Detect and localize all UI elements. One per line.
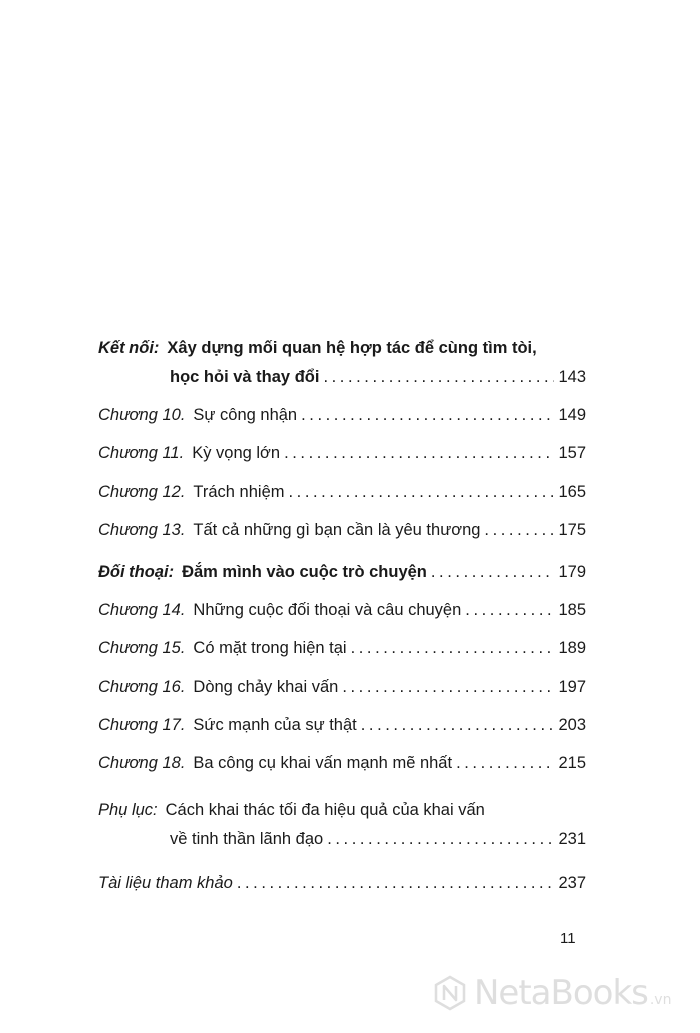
section-title-line1: Cách khai thác tối đa hiệu quả của khai vấn bbox=[165, 801, 485, 819]
chapter-label: Chương 14. bbox=[98, 601, 186, 619]
chapter-title: Ba công cụ khai vấn mạnh mẽ nhất bbox=[193, 754, 453, 772]
section-title-line1: Xây dựng mối quan hệ hợp tác để cùng tìm tòi, bbox=[167, 339, 537, 357]
leader-dots bbox=[342, 674, 554, 700]
section-label: Kết nối: bbox=[98, 339, 160, 357]
chapter-title: Tất cả những gì bạn cần là yêu thương bbox=[193, 521, 481, 539]
toc-entry-chapter-17 bbox=[98, 712, 586, 738]
leader-dots bbox=[284, 440, 554, 466]
section-title-line2: về tinh thần lãnh đạo bbox=[170, 830, 324, 848]
toc-entry-chapter-11 bbox=[98, 440, 586, 466]
page-ref: 179 bbox=[558, 563, 586, 581]
watermark-brand: NetaBooks bbox=[474, 973, 648, 1013]
leader-dots bbox=[431, 559, 555, 585]
chapter-label: Chương 15. bbox=[98, 639, 186, 657]
chapter-label: Chương 10. bbox=[98, 406, 186, 424]
chapter-label: Chương 18. bbox=[98, 754, 186, 772]
chapter-title: Kỳ vọng lớn bbox=[192, 444, 281, 462]
toc-entry-chapter-12 bbox=[98, 479, 586, 505]
chapter-label: Chương 17. bbox=[98, 716, 186, 734]
page-ref: 197 bbox=[558, 678, 586, 696]
leader-dots bbox=[484, 517, 554, 543]
watermark bbox=[432, 968, 671, 1018]
section-label: Tài liệu tham khảo bbox=[98, 874, 233, 892]
page-number: 11 bbox=[560, 930, 576, 947]
leader-dots bbox=[465, 597, 554, 623]
watermark-suffix: .vn bbox=[649, 992, 672, 1008]
chapter-title: Những cuộc đối thoại và câu chuyện bbox=[193, 601, 462, 619]
toc-entry-chapter-18 bbox=[98, 750, 586, 776]
leader-dots bbox=[301, 402, 554, 428]
chapter-title: Có mặt trong hiện tại bbox=[193, 639, 347, 657]
page-ref: 215 bbox=[558, 754, 586, 772]
chapter-label: Chương 16. bbox=[98, 678, 186, 696]
toc-section-phu-luc bbox=[98, 797, 586, 823]
page-ref: 157 bbox=[558, 444, 586, 462]
chapter-label: Chương 13. bbox=[98, 521, 186, 539]
toc-entry-chapter-16 bbox=[98, 674, 586, 700]
page-ref: 237 bbox=[558, 874, 586, 892]
hexagon-n-logo-icon bbox=[432, 975, 468, 1011]
toc-section-ket-noi bbox=[98, 335, 586, 361]
page-ref: 189 bbox=[558, 639, 586, 657]
toc-section-tai-lieu bbox=[98, 870, 586, 896]
toc-entry-chapter-14 bbox=[98, 597, 586, 623]
chapter-title: Dòng chảy khai vấn bbox=[193, 678, 339, 696]
leader-dots bbox=[327, 826, 554, 852]
toc-entry-chapter-15 bbox=[98, 635, 586, 661]
section-label: Đối thoại: bbox=[98, 563, 175, 581]
toc-entry-chapter-10 bbox=[98, 402, 586, 428]
chapter-label: Chương 11. bbox=[98, 444, 185, 462]
section-title-line2: học hỏi và thay đổi bbox=[170, 368, 320, 386]
chapter-label: Chương 12. bbox=[98, 483, 186, 501]
section-title: Đắm mình vào cuộc trò chuyện bbox=[182, 563, 427, 581]
page-ref: 143 bbox=[558, 368, 586, 386]
chapter-title: Sức mạnh của sự thật bbox=[193, 716, 357, 734]
page-ref: 149 bbox=[558, 406, 586, 424]
page-ref: 185 bbox=[558, 601, 586, 619]
leader-dots bbox=[361, 712, 555, 738]
toc-section-ket-noi-cont bbox=[170, 364, 586, 390]
section-label: Phụ lục: bbox=[98, 801, 158, 819]
chapter-title: Trách nhiệm bbox=[193, 483, 285, 501]
toc-section-phu-luc-cont bbox=[170, 826, 586, 852]
leader-dots bbox=[289, 479, 555, 505]
page-ref: 165 bbox=[558, 483, 586, 501]
page-ref: 175 bbox=[558, 521, 586, 539]
leader-dots bbox=[456, 750, 554, 776]
leader-dots bbox=[351, 635, 555, 661]
toc-section-doi-thoai bbox=[98, 559, 586, 585]
page-ref: 231 bbox=[558, 830, 586, 848]
toc-entry-chapter-13 bbox=[98, 517, 586, 543]
chapter-title: Sự công nhận bbox=[193, 406, 298, 424]
leader-dots bbox=[323, 364, 554, 390]
leader-dots bbox=[237, 870, 555, 896]
page-ref: 203 bbox=[558, 716, 586, 734]
